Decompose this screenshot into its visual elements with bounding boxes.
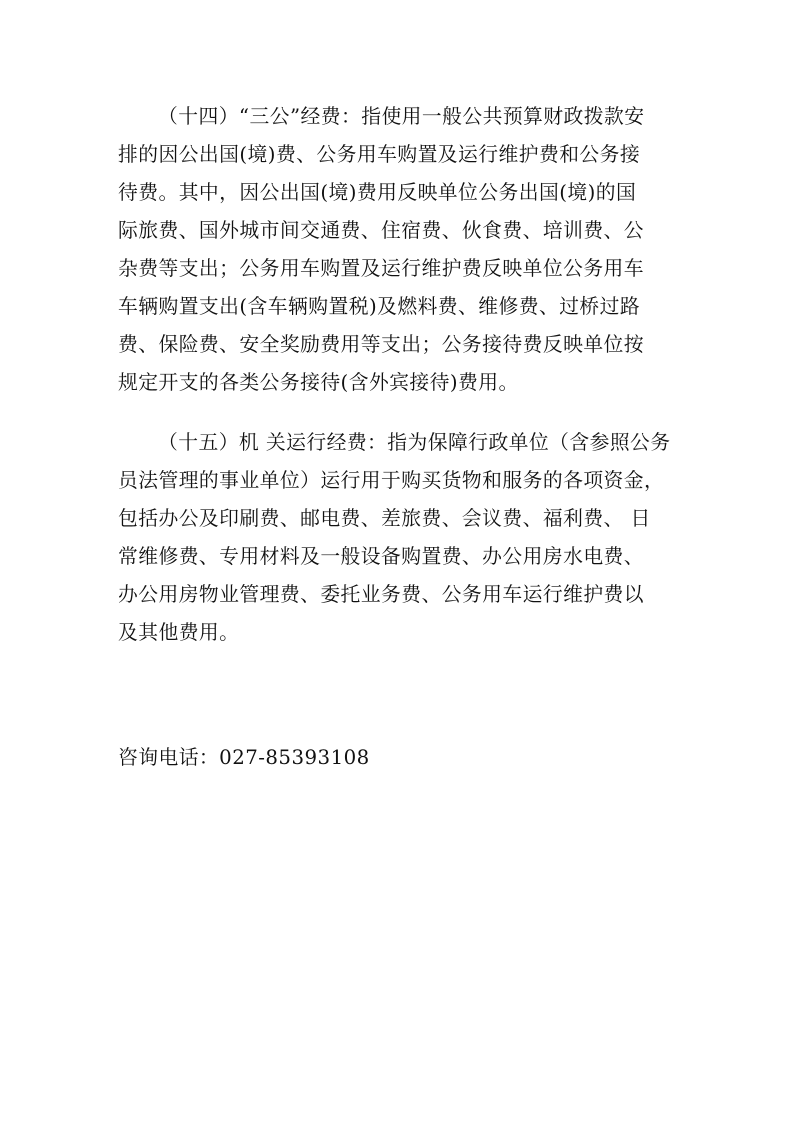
text-line: （十五）机 关运行经费：指为保障行政单位（含参照公务 bbox=[158, 431, 671, 454]
contact-phone: 咨询电话：027-85393108 bbox=[118, 746, 370, 769]
text-line: 际旅费、国外城市间交通费、住宿费、伙食费、培训费、公 bbox=[118, 219, 645, 242]
text-line: 规定开支的各类公务接待(含外宾接待)费用。 bbox=[118, 371, 519, 394]
text-line: 员法管理的事业单位）运行用于购买货物和服务的各项资金， bbox=[118, 469, 665, 492]
text-line: （十四）“三公”经费：指使用一般公共预算财政拨款安 bbox=[158, 105, 645, 128]
text-line: 车辆购置支出(含车辆购置税)及燃料费、维修费、过桥过路 bbox=[118, 295, 641, 318]
text-line: 杂费等支出；公务用车购置及运行维护费反映单位公务用车 bbox=[118, 257, 645, 280]
text-line: 待费。其中，因公出国(境)费用反映单位公务出国(境)的国 bbox=[118, 181, 637, 204]
text-line: 包括办公及印刷费、邮电费、差旅费、会议费、福利费、 日 bbox=[118, 507, 651, 530]
text-line: 及其他费用。 bbox=[118, 621, 240, 644]
text-line: 费、保险费、安全奖励费用等支出；公务接待费反映单位按 bbox=[118, 333, 645, 356]
text-line: 办公用房物业管理费、委托业务费、公务用车运行维护费以 bbox=[118, 583, 645, 606]
text-line: 排的因公出国(境)费、公务用车购置及运行维护费和公务接 bbox=[118, 143, 641, 166]
text-line: 常维修费、专用材料及一般设备购置费、办公用房水电费、 bbox=[118, 545, 645, 568]
